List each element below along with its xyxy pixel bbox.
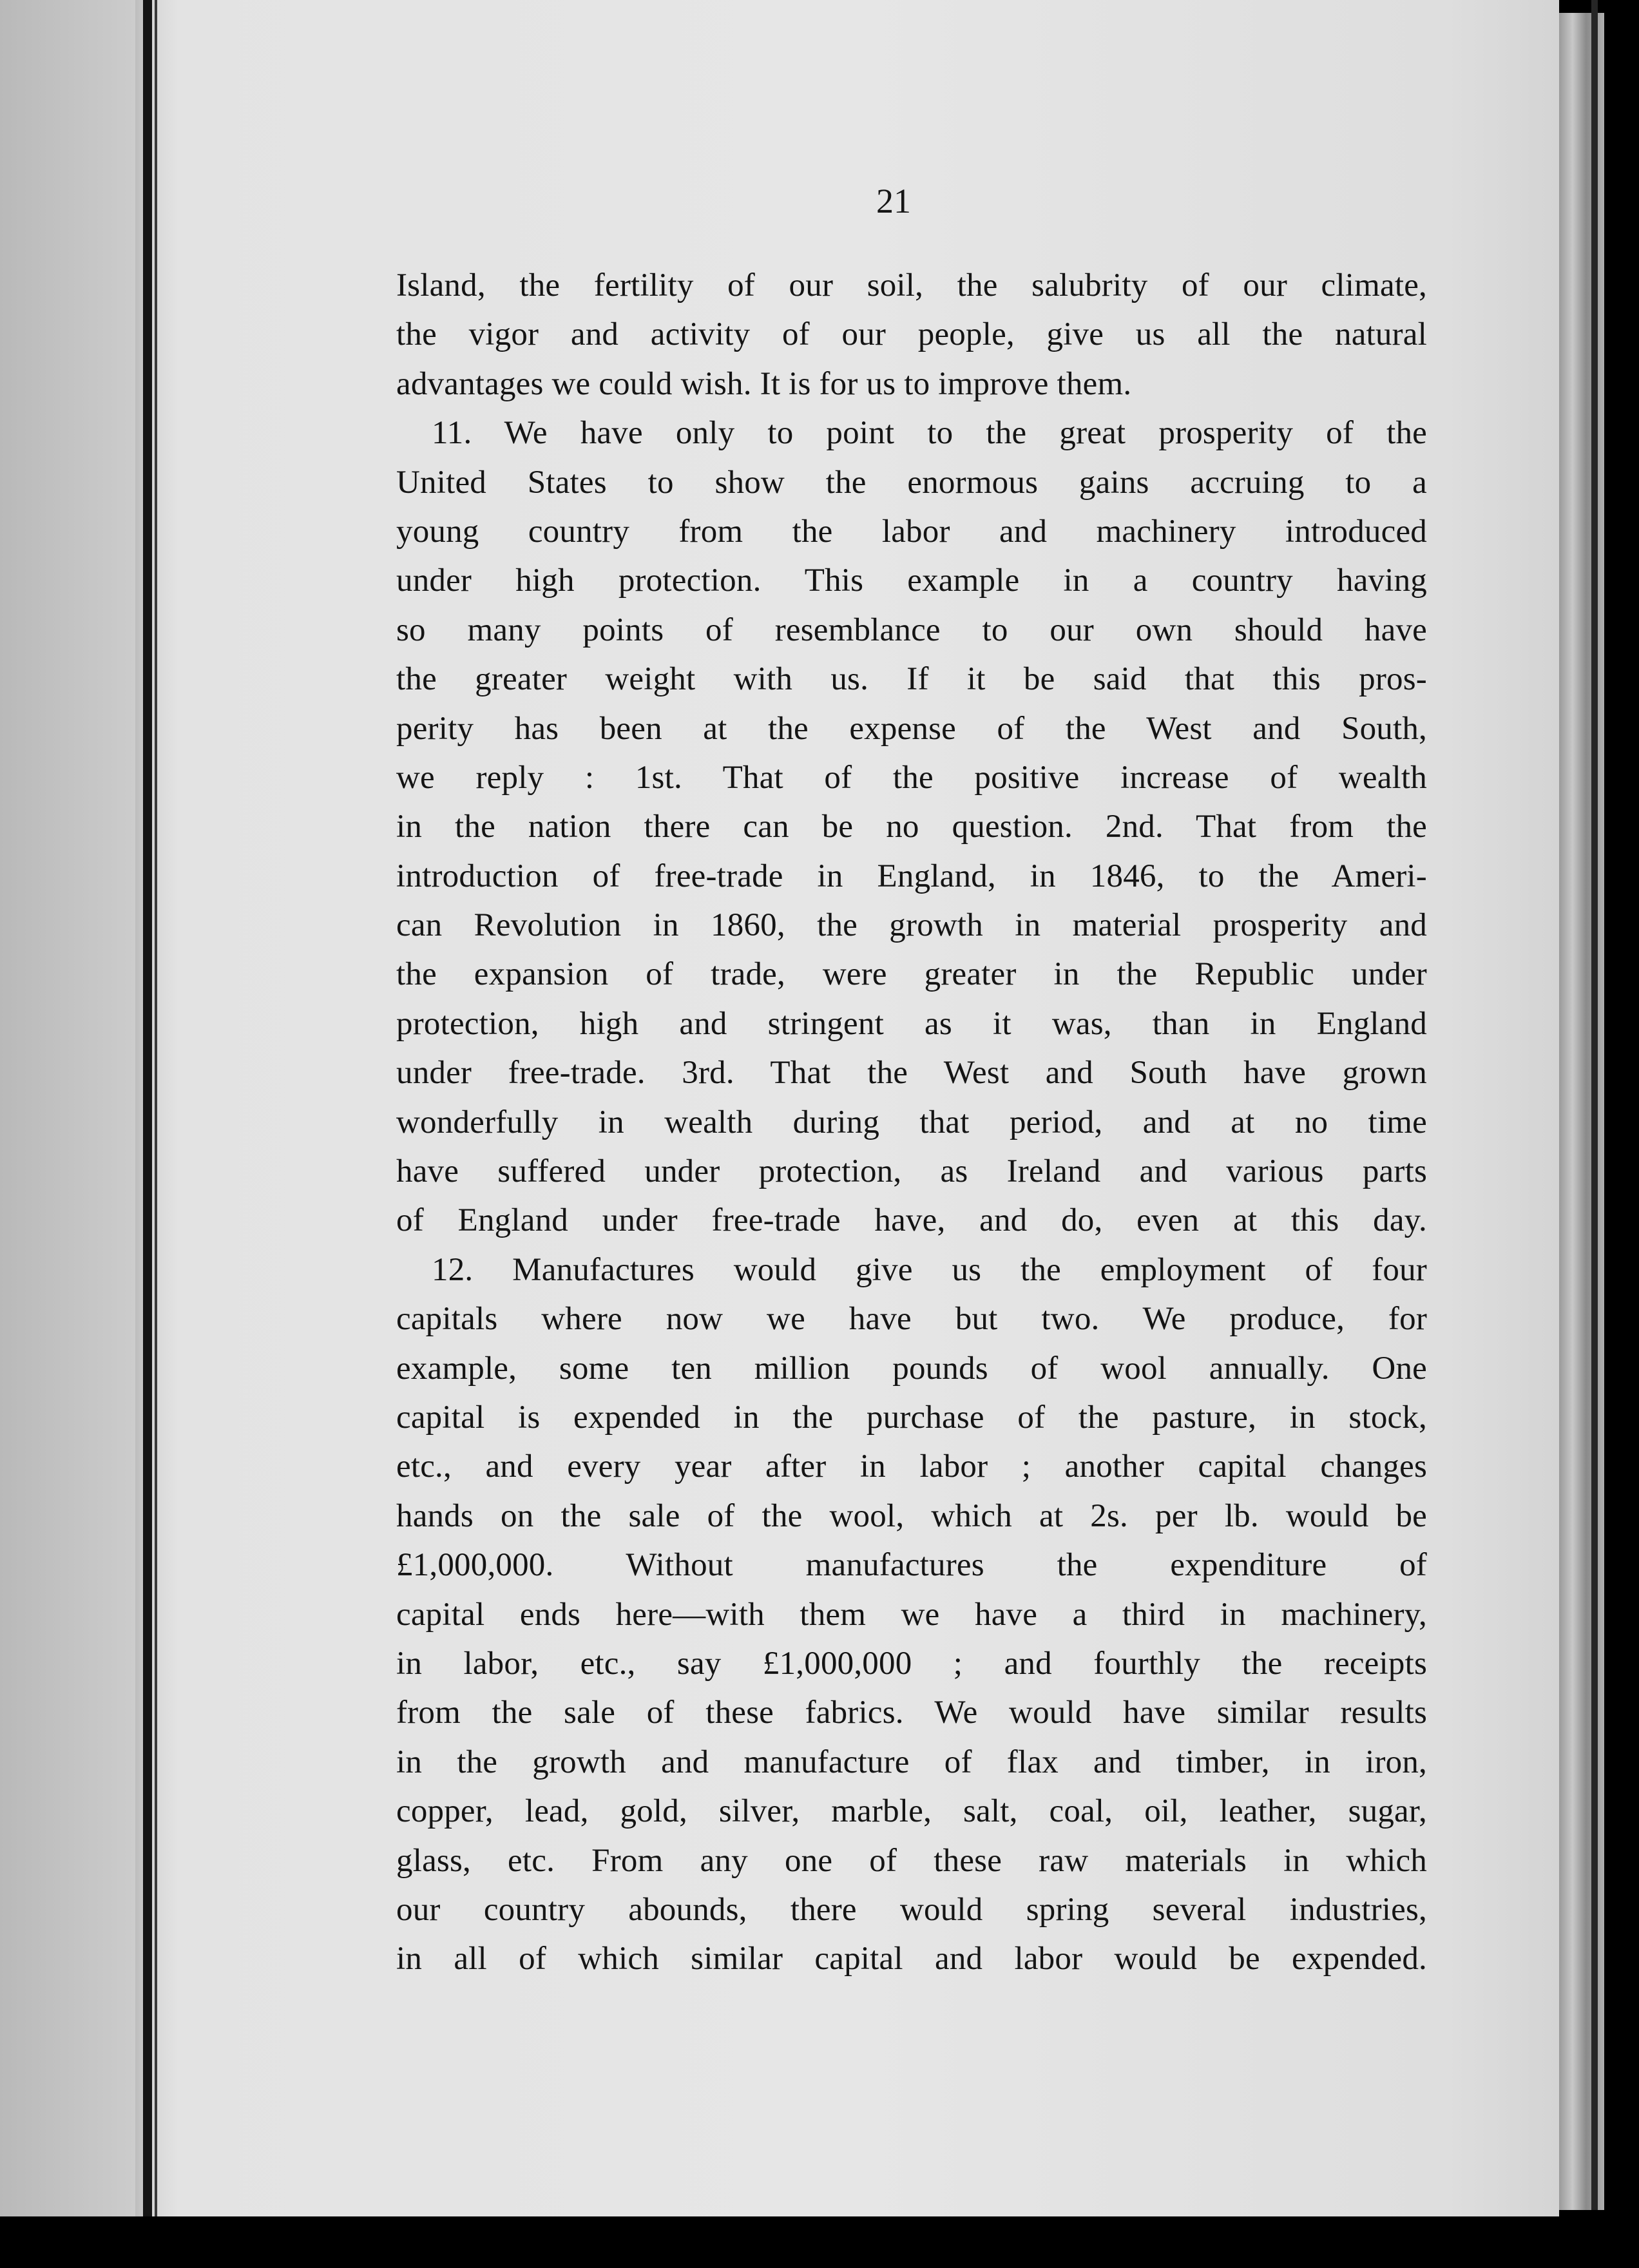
- text-line: capital is expended in the purchase of the pasture, in stock,: [396, 1399, 1427, 1436]
- binding-spine-shadow: [155, 0, 157, 2216]
- text-line: United States to show the enormous gains accruing to a: [396, 464, 1427, 501]
- text-line: our country abounds, there would spring several industries,: [396, 1891, 1427, 1928]
- text-line: in the growth and manufacture of flax and timber, in iron,: [396, 1744, 1427, 1780]
- text-line: example, some ten million pounds of wool annually. One: [396, 1350, 1427, 1387]
- text-line: under high protection. This example in a country having: [396, 562, 1427, 599]
- text-line: can Revolution in 1860, the growth in material prosperity and: [396, 907, 1427, 944]
- text-line: hands on the sale of the wool, which at 2s. per lb. would be: [396, 1497, 1427, 1534]
- body-text: [396, 261, 1427, 1984]
- text-line: Island, the fertility of our soil, the salubrity of our climate,: [396, 267, 1427, 303]
- page-number: 21: [876, 182, 911, 220]
- text-line: young country from the labor and machinery introduced: [396, 513, 1427, 550]
- text-line: introduction of free-trade in England, in 1846, to the Ameri-: [396, 858, 1427, 894]
- text-line: the greater weight with us. If it be said that this pros-: [396, 661, 1427, 698]
- text-line: copper, lead, gold, silver, marble, salt, coal, oil, leather, sugar,: [396, 1793, 1427, 1830]
- text-line: £1,000,000. Without manufactures the expenditure of: [396, 1547, 1427, 1584]
- text-line: so many points of resemblance to our own should have: [396, 611, 1427, 648]
- text-line: capital ends here—with them we have a third in machinery,: [396, 1596, 1427, 1633]
- cover-edge-line: [1591, 0, 1598, 2210]
- text-line: perity has been at the expense of the West and South,: [396, 710, 1427, 747]
- text-line: glass, etc. From any one of these raw materials in which: [396, 1842, 1427, 1879]
- text-line: have suffered under protection, as Ireland and various parts: [396, 1153, 1427, 1190]
- text-line: in labor, etc., say £1,000,000 ; and fourthly the receipts: [396, 1645, 1427, 1682]
- text-line: under free-trade. 3rd. That the West and South have grown: [396, 1055, 1427, 1091]
- text-line: etc., and every year after in labor ; another capital changes: [396, 1448, 1427, 1485]
- text-line: the vigor and activity of our people, give us all the natural: [396, 316, 1427, 353]
- text-line: 11. We have only to point to the great prosperity of the: [432, 415, 1427, 452]
- scan-bottom-border: [0, 2216, 1639, 2268]
- text-line: capitals where now we have but two. We produce, for: [396, 1301, 1427, 1338]
- text-line: protection, high and stringent as it was, than in England: [396, 1005, 1427, 1042]
- text-line: from the sale of these fabrics. We would have similar results: [396, 1695, 1427, 1731]
- text-line: we reply : 1st. That of the positive increase of wealth: [396, 759, 1427, 796]
- text-line: the expansion of trade, were greater in the Republic under: [396, 956, 1427, 993]
- text-line: in the nation there can be no question. 2nd. That from the: [396, 809, 1427, 845]
- text-line: 12. Manufactures would give us the employment of four: [432, 1251, 1427, 1288]
- text-line: advantages we could wish. It is for us to improve them.: [396, 365, 1132, 402]
- text-line: of England under free-trade have, and do, even at this day.: [396, 1202, 1427, 1239]
- text-line: wonderfully in wealth during that period, and at no time: [396, 1104, 1427, 1140]
- text-line: in all of which similar capital and labor would be expended.: [396, 1941, 1427, 1977]
- facing-page-edge: [0, 0, 143, 2223]
- binding-spine-line: [143, 0, 152, 2216]
